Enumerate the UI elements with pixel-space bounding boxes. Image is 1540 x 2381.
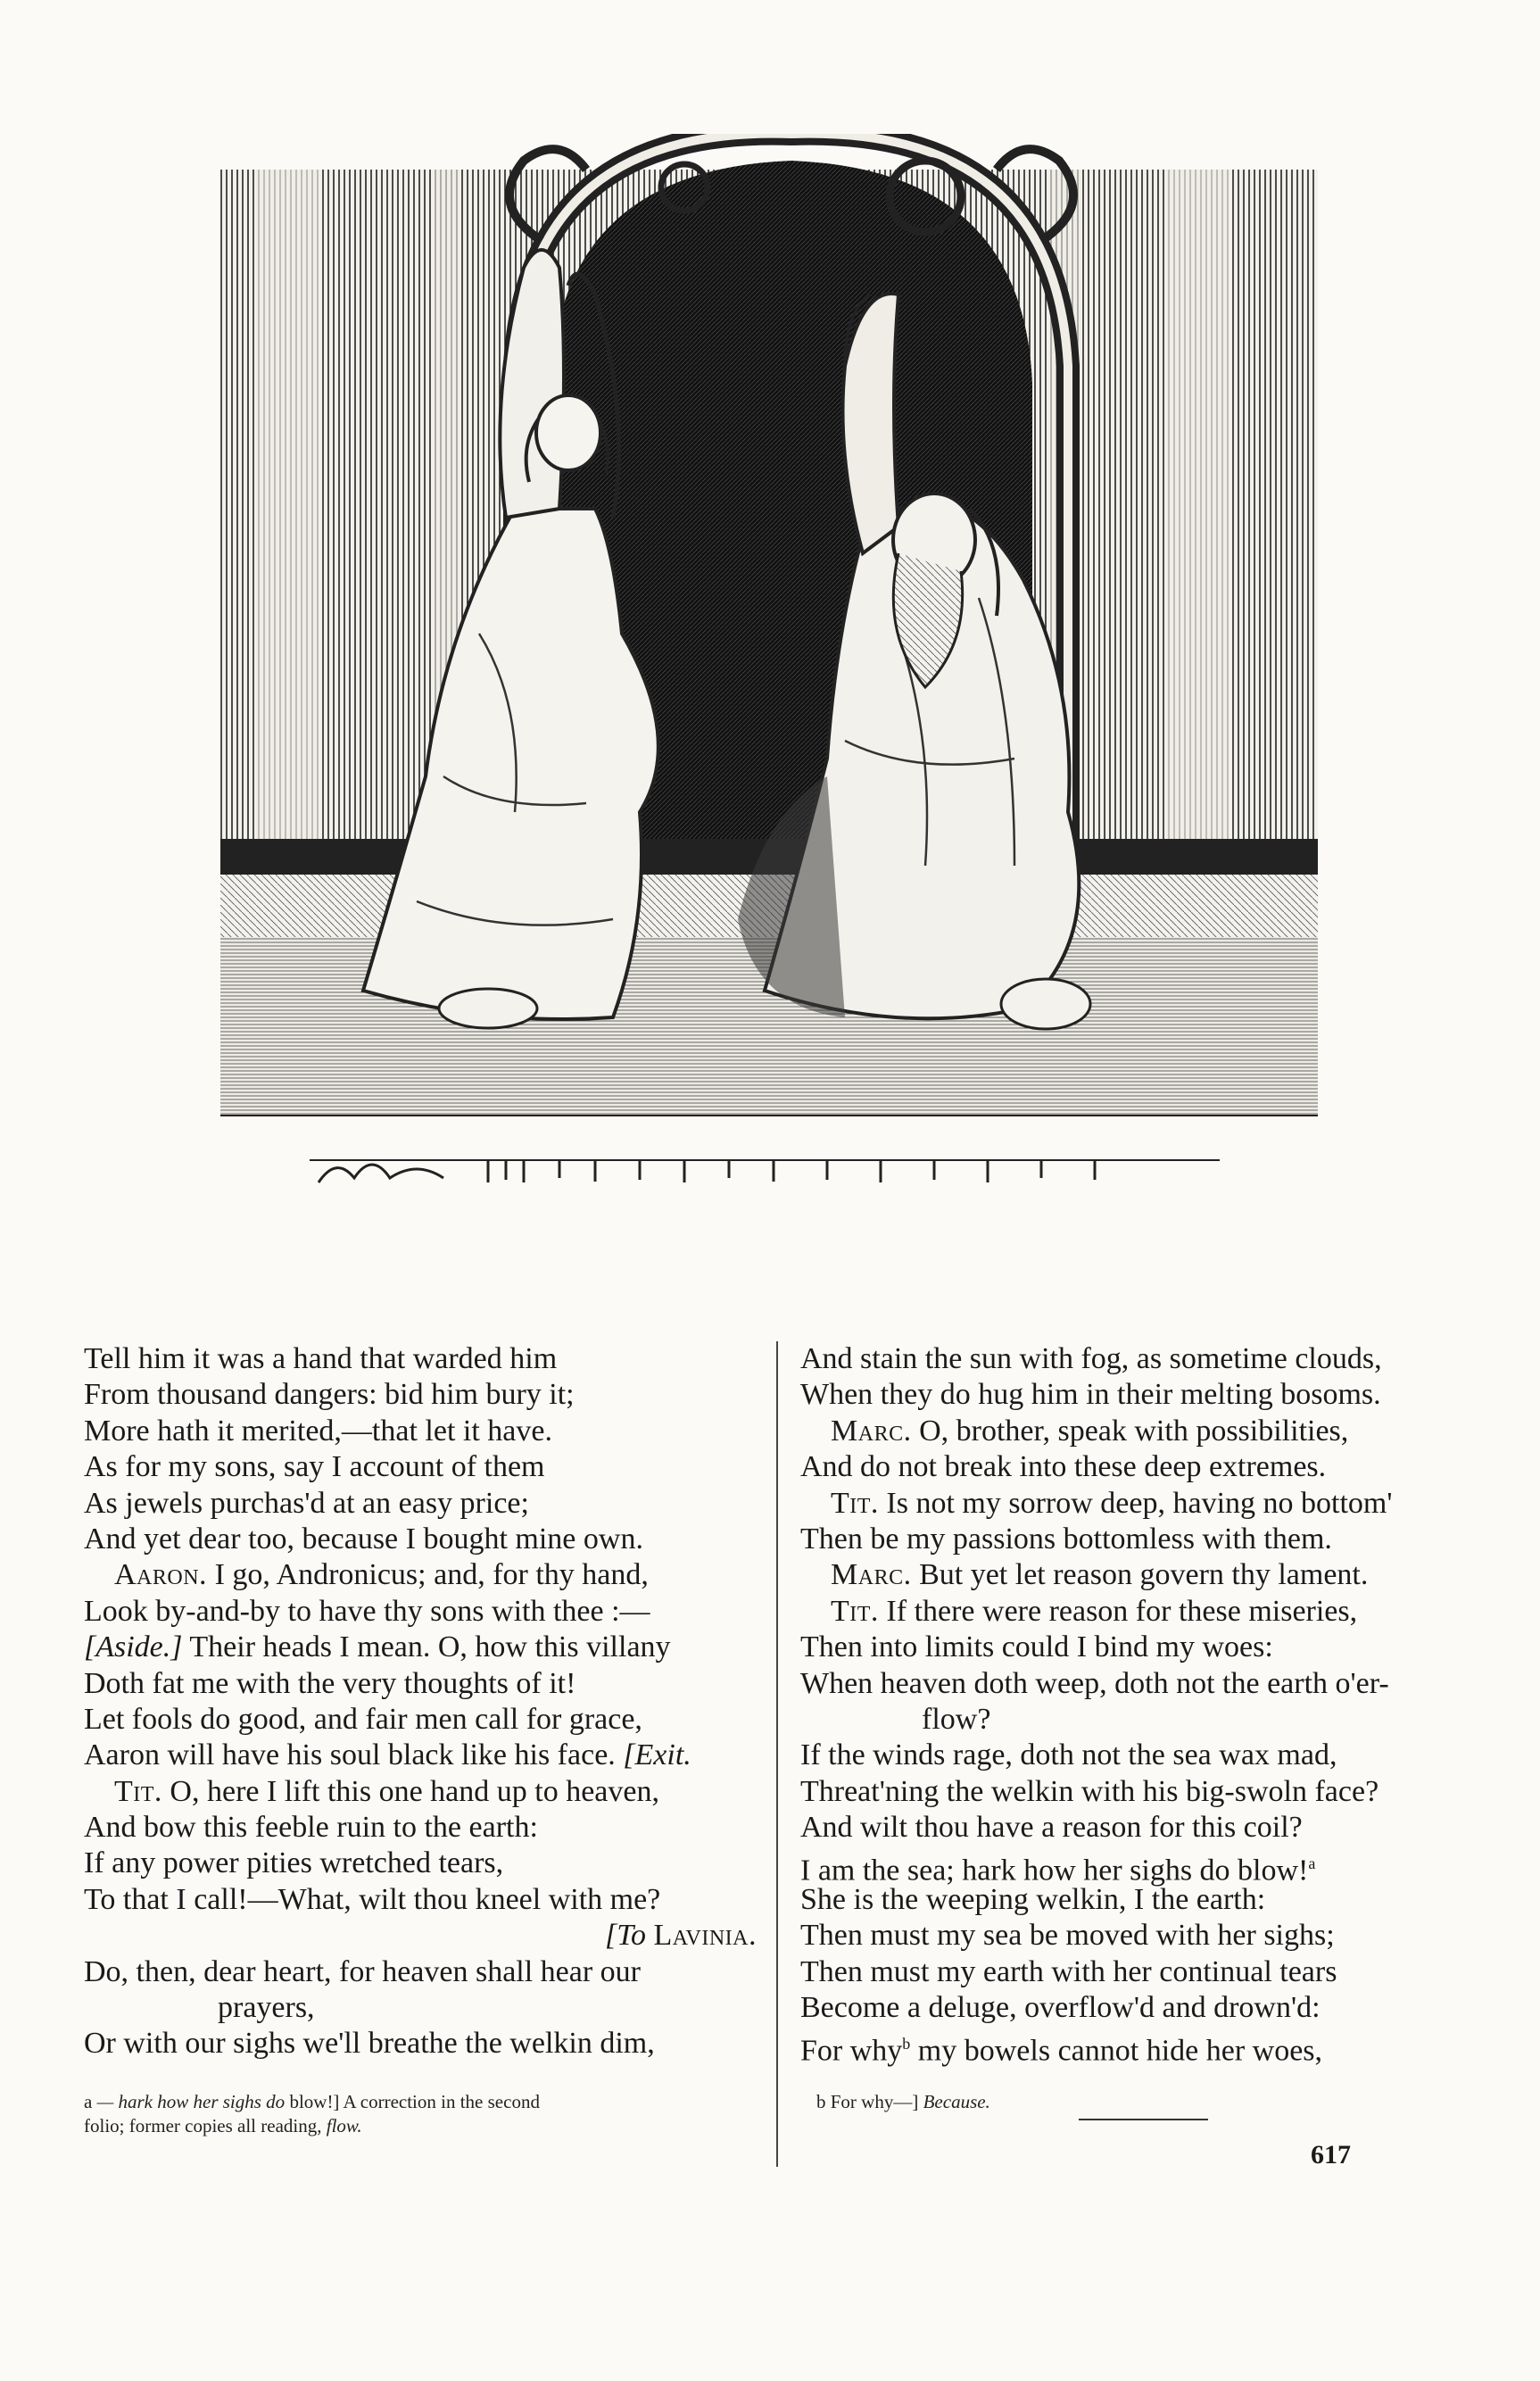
verse-line: When heaven doth weep, doth not the earth o'er-	[800, 1666, 1389, 1700]
verse-line: Then into limits could I bind my woes:	[800, 1630, 1273, 1664]
verse-line: And do not break into these deep extremes.	[800, 1450, 1327, 1484]
speech-text: O, brother, speak with possibilities,	[911, 1414, 1349, 1448]
footnote-text: For why—]	[830, 2091, 919, 2112]
verse-line: Then must my sea be moved with her sighs;	[800, 1919, 1335, 1953]
verse-line: To that I call!—What, wilt thou kneel with me?	[84, 1882, 661, 1916]
verse-line-wrap: flow?	[922, 1702, 991, 1736]
verse-line	[800, 1846, 1461, 1887]
verse-line	[84, 1738, 762, 1773]
verse-line: And bow this feeble ruin to the earth:	[84, 1811, 538, 1845]
footnote-marker[interactable]: a	[1308, 1854, 1316, 1873]
speech-text: I am the sea; hark how her sighs do blow!	[800, 1854, 1309, 1887]
speech-line	[84, 1557, 762, 1593]
verse-line: Then must my earth with her continual tears	[800, 1954, 1337, 1988]
verse-line: And wilt thou have a reason for this coil?	[800, 1811, 1303, 1845]
verse-line: And stain the sun with fog, as sometime clouds,	[800, 1342, 1382, 1375]
verse-line: And yet dear too, because I bought mine own.	[84, 1522, 643, 1556]
engraving-illustration	[220, 134, 1318, 1196]
footnote-text: blow!] A correction in the second	[285, 2091, 540, 2112]
speaker-name: Tit.	[831, 1594, 879, 1628]
speech-line	[84, 1774, 762, 1810]
engraving-signature	[310, 1160, 1220, 1182]
footnote-quote: Because.	[923, 2091, 990, 2112]
speech-line	[800, 1486, 1461, 1522]
speech-text: But yet let reason govern thy lament.	[911, 1558, 1369, 1592]
verse-line: Doth fat me with the very thoughts of it!	[84, 1666, 576, 1700]
verse-line	[800, 2026, 1461, 2068]
speech-text: If there were reason for these miseries,	[878, 1594, 1358, 1628]
speech-text: For why	[800, 2034, 903, 2068]
speaker-name: Marc.	[831, 1414, 912, 1448]
footnote-marker[interactable]: b	[902, 2035, 911, 2053]
verse-line: Then be my passions bottomless with them.	[800, 1522, 1332, 1556]
verse-line: As jewels purchas'd at an easy price;	[84, 1486, 529, 1520]
verse-line: Threat'ning the welkin with his big-swoln face?	[800, 1774, 1379, 1808]
left-text-column	[84, 1341, 762, 2062]
right-text-column	[800, 1341, 1461, 2068]
verse-line: She is the weeping welkin, I the earth:	[800, 1882, 1266, 1916]
column-divider	[776, 1341, 778, 2167]
verse-line: More hath it merited,—that let it have.	[84, 1414, 552, 1448]
verse-line: From thousand dangers: bid him bury it;	[84, 1378, 575, 1412]
stage-direction-exit: [Exit.	[623, 1738, 691, 1772]
speaker-name: Tit.	[114, 1774, 162, 1808]
footnote-text: folio; former copies all reading,	[84, 2115, 322, 2136]
verse-line: If the winds rage, doth not the sea wax mad,	[800, 1738, 1337, 1772]
speaker-name: Tit.	[831, 1486, 879, 1520]
footnote-quote: flow.	[326, 2115, 362, 2136]
verse-line: Or with our sighs we'll breathe the welkin dim,	[84, 2027, 655, 2061]
speech-line	[800, 1594, 1461, 1630]
footnote-mark: a	[84, 2091, 93, 2112]
verse-line	[84, 1630, 762, 1665]
verse-line: Become a deluge, overflow'd and drown'd:	[800, 1991, 1321, 2025]
speaker-name: Aaron.	[114, 1558, 208, 1592]
verse-line: Do, then, dear heart, for heaven shall hear our	[84, 1954, 642, 1988]
stage-direction-line	[84, 1918, 762, 1954]
stage-direction-name: Lavinia.	[653, 1919, 757, 1953]
speech-text: Is not my sorrow deep, having no bottom'	[878, 1486, 1393, 1520]
speech-text: I go, Andronicus; and, for thy hand,	[207, 1558, 649, 1592]
verse-line: When they do hug him in their melting bosoms.	[800, 1378, 1381, 1412]
verse-line-wrap: prayers,	[218, 1991, 315, 2025]
verse-line: Look by-and-by to have thy sons with thee :—	[84, 1594, 650, 1628]
verse-line: As for my sons, say I account of them	[84, 1450, 545, 1484]
stage-direction: [To	[604, 1919, 654, 1953]
engraving-icon	[220, 134, 1318, 1196]
verse-line: Tell him it was a hand that warded him	[84, 1342, 558, 1375]
speech-text: O, here I lift this one hand up to heaven,	[161, 1774, 659, 1808]
footnote-quote: — hark how her sighs do	[96, 2091, 286, 2112]
footnote-b	[816, 2090, 1441, 2114]
page-number: 617	[1311, 2140, 1351, 2169]
speech-line	[800, 1414, 1461, 1449]
footnote-rule	[1079, 2119, 1208, 2120]
verse-line: If any power pities wretched tears,	[84, 1846, 504, 1880]
speech-text: my bowels cannot hide her woes,	[910, 2034, 1323, 2068]
verse-line: Let fools do good, and fair men call for grace,	[84, 1702, 642, 1736]
speech-text: Aaron will have his soul black like his face.	[84, 1738, 624, 1772]
speaker-name: Marc.	[831, 1558, 912, 1592]
footnote-mark: b	[816, 2091, 826, 2112]
stage-direction: [Aside.]	[84, 1630, 183, 1664]
footnote-a	[84, 2090, 762, 2138]
speech-line	[800, 1557, 1461, 1593]
speech-text: Their heads I mean. O, how this villany	[182, 1630, 671, 1664]
